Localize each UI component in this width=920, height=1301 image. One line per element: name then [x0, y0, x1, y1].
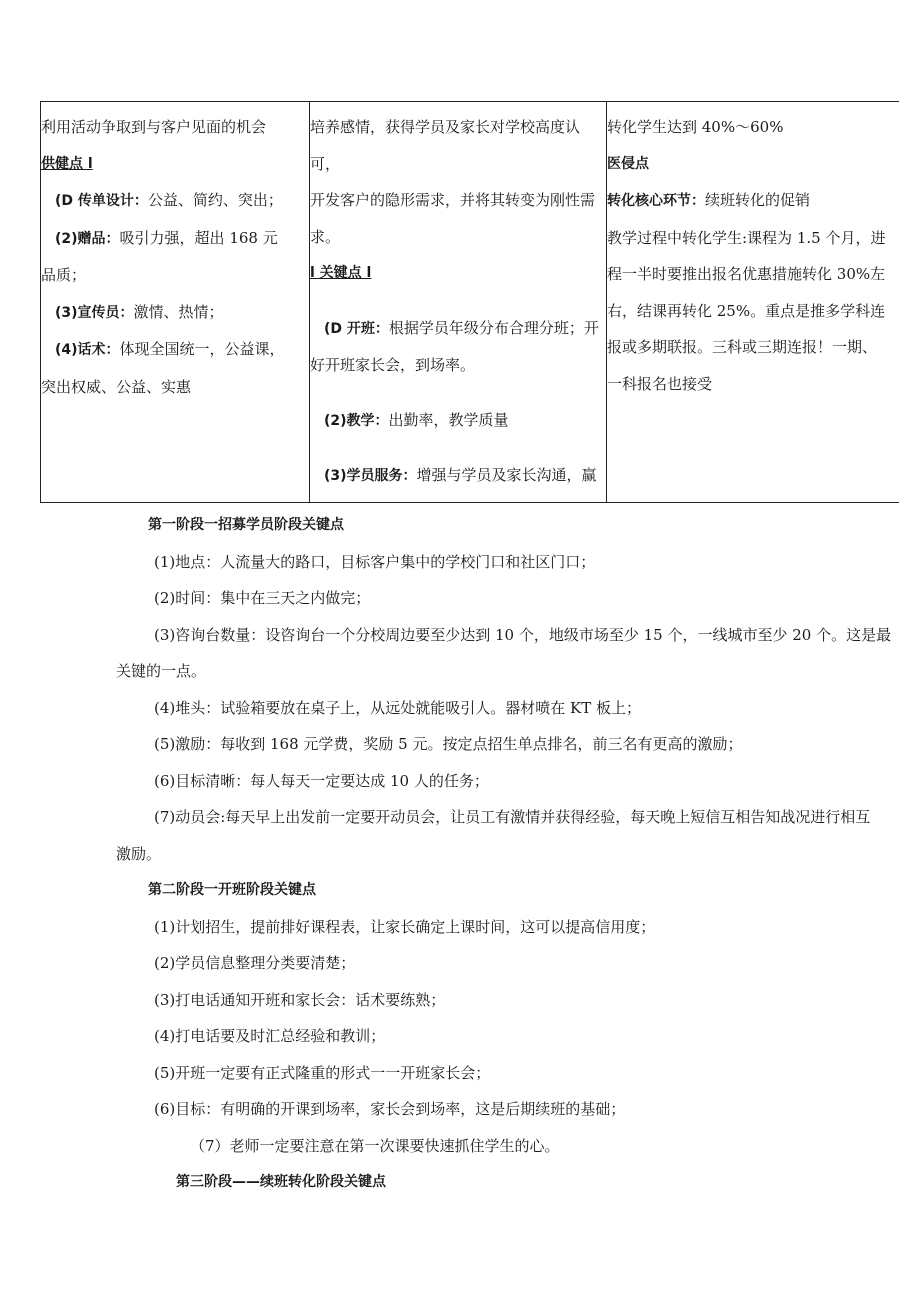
- item-continuation: 品质；: [41, 266, 87, 284]
- stage1-title: 第一阶段一招募学员阶段关键点: [148, 517, 344, 533]
- list-item: (4)堆头：试验箱要放在桌子上，从远处就能吸引人。器材喷在 KT 板上；: [154, 698, 641, 717]
- item-text: 出勤率，教学质量: [388, 410, 509, 429]
- list-item: (7)动员会:每天早上出发前一定要开动员会，让员工有激情并获得经验，每天晚上短信互相告知战况进行相互: [154, 808, 871, 826]
- item-label: 转化核心环节：: [607, 193, 705, 209]
- stage3-title: 第三阶段——续班转化阶段关键点: [176, 1174, 386, 1190]
- table-column-renewal: [607, 102, 899, 502]
- list-item: （7）老师一定要注意在第一次课要快速抓住学生的心。: [190, 1136, 560, 1155]
- list-item: (2)学员信息整理分类要清楚；: [154, 954, 356, 972]
- item-text: 根据学员年级分布合理分班；开: [388, 318, 599, 337]
- list-item: (2)时间：集中在三天之内做完；: [154, 589, 371, 607]
- item-text: 体现全国统一，公益课，: [119, 340, 285, 358]
- cell-line: 转化学生达到 40%～60%: [607, 118, 784, 136]
- cell-line: 培养感情，获得学员及家长对学校高度认可，: [310, 118, 581, 173]
- item-label: (2)赠品：: [55, 230, 120, 247]
- list-item: (4)打电话要及时汇总经验和教训；: [154, 1027, 386, 1045]
- list-item: (1)地点：人流量大的路口，目标客户集中的学校门口和社区门口；: [154, 552, 596, 571]
- item-label: (4)话术：: [55, 342, 120, 358]
- key-points-table: [40, 101, 899, 503]
- list-item: (6)目标清晰：每人每天一定要达成 10 人的任务；: [154, 771, 489, 790]
- cell-heading: 供健点 l: [41, 155, 93, 172]
- cell-line: 右，结课再转化 25%。重点是推多学科连: [607, 301, 886, 320]
- list-item: (5)激励：每收到 168 元学费，奖励 5 元。按定点招生单点排名，前三名有更高的激励；: [154, 735, 743, 753]
- list-item-continuation: 激励。: [116, 844, 162, 863]
- stage2-title: 第二阶段一开班阶段关键点: [148, 882, 316, 898]
- item-label: (D 开班：: [324, 320, 389, 337]
- cell-heading: l 关键点 l: [310, 265, 372, 281]
- item-continuation: 好开班家长会，到场率。: [310, 356, 476, 374]
- list-item: (6)目标：有明确的开课到场率，家长会到场率，这是后期续班的基础；: [154, 1100, 626, 1118]
- cell-line: 程一半时要推出报名优惠措施转化 30%左: [607, 265, 886, 283]
- body-section: [116, 507, 898, 1201]
- cell-line: 求。: [310, 227, 341, 246]
- list-item-continuation: 关键的一点。: [116, 662, 207, 680]
- item-label: (2)教学：: [324, 412, 389, 429]
- item-label: (D 传单设计：: [55, 193, 148, 209]
- item-text: 增强与学员及家长沟通，赢: [416, 466, 597, 484]
- cell-line: 利用活动争取到与客户见面的机会: [41, 118, 267, 136]
- item-text: 续班转化的促销: [705, 191, 811, 209]
- item-text: 吸引力强，超出 168 元: [119, 228, 278, 247]
- cell-heading: 医侵点: [607, 155, 649, 172]
- item-continuation: 突出权威、公益、实惠: [41, 377, 192, 396]
- item-label: (3)学员服务：: [324, 468, 417, 484]
- cell-line: 一科报名也接受: [607, 374, 713, 393]
- table-column-open-class: [310, 102, 607, 502]
- table-column-recruit: [41, 102, 310, 502]
- item-text: 公益、简约、突出；: [147, 191, 283, 209]
- list-item: (1)计划招生，提前排好课程表，让家长确定上课时间，这可以提高信用度；: [154, 917, 656, 936]
- list-item: (3)打电话通知开班和家长会：话术要练熟；: [154, 990, 446, 1009]
- cell-line: 教学过程中转化学生:课程为 1.5 个月，进: [607, 228, 886, 247]
- cell-line: 开发客户的隐形需求，并将其转变为刚性需: [310, 191, 596, 209]
- item-continuation: [310, 495, 606, 503]
- item-label: (3)宣传员：: [55, 304, 134, 321]
- list-item: (5)开班一定要有正式隆重的形式一一开班家长会；: [154, 1063, 491, 1082]
- cell-line: 报或多期联报。三科或三期连报！一期、: [607, 338, 878, 356]
- list-item: (3)咨询台数量：设咨询台一个分校周边要至少达到 10 个，地级市场至少 15 个，一线城市至少 20 个。这是最: [154, 625, 892, 644]
- item-text: 激情、热情；: [133, 302, 224, 321]
